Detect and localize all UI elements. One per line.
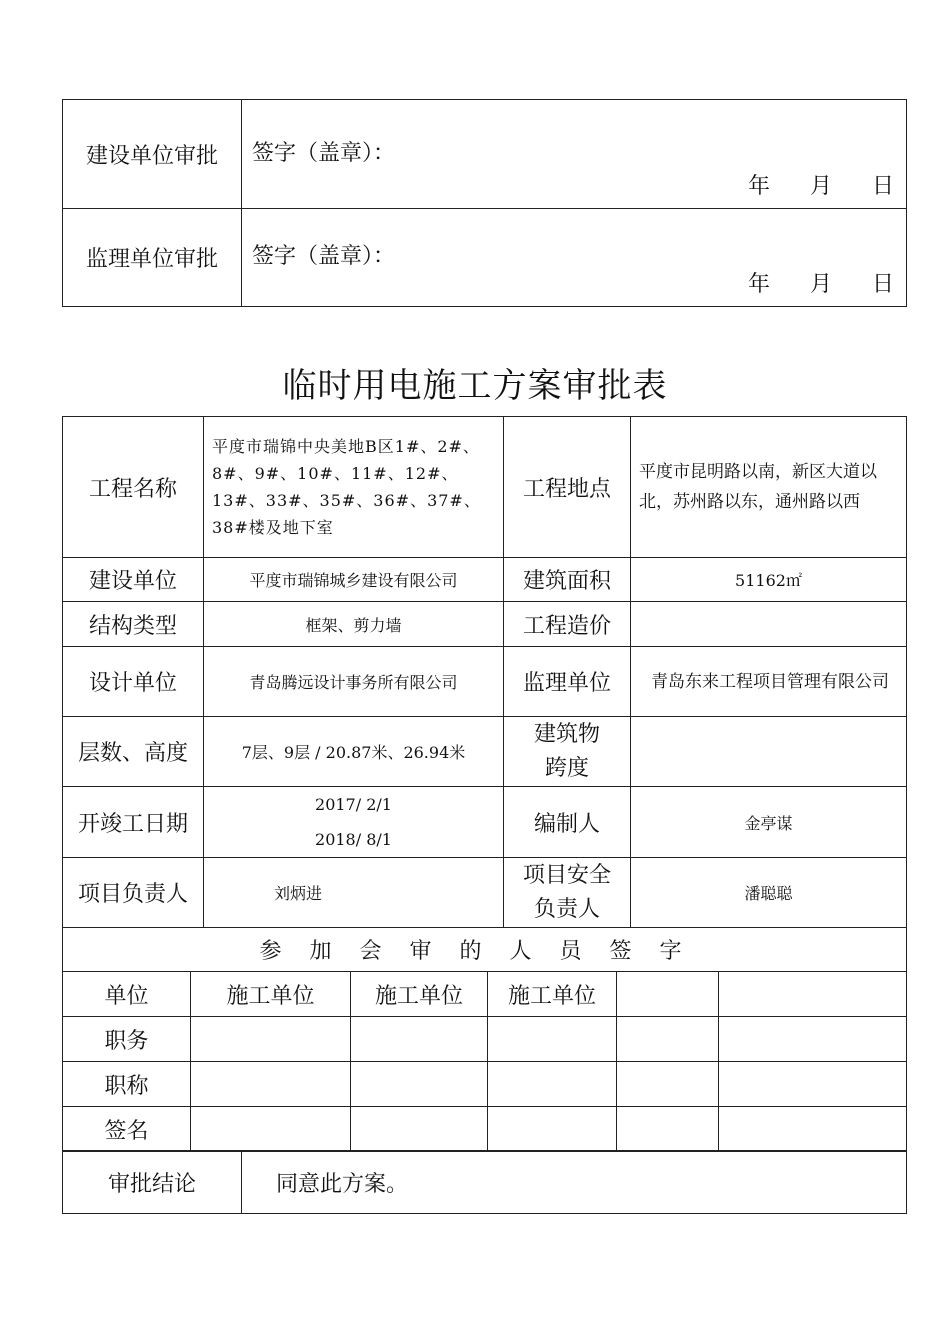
month-label: 月 bbox=[809, 174, 832, 199]
signature-cell bbox=[719, 1107, 907, 1152]
conclusion-text: 同意此方案。 bbox=[242, 1151, 907, 1214]
signature-cell bbox=[191, 1107, 351, 1152]
project-name-label: 工程名称 bbox=[63, 417, 204, 558]
span-value bbox=[631, 717, 907, 787]
signature-label: 签字（盖章）： bbox=[252, 141, 396, 166]
area-value: 51162㎡ bbox=[631, 558, 907, 602]
unit-row-label: 单位 bbox=[63, 972, 191, 1017]
position-cell bbox=[488, 1017, 617, 1062]
position-cell bbox=[351, 1017, 488, 1062]
title-cell bbox=[617, 1062, 719, 1107]
year-label: 年 bbox=[747, 174, 770, 199]
position-row-label: 职务 bbox=[63, 1017, 191, 1062]
date-line bbox=[748, 267, 894, 298]
supervisor-label: 监理单位 bbox=[504, 647, 631, 717]
end-date: 2018/ 8/1 bbox=[315, 830, 392, 849]
floors-value: 7层、9层 / 20.87米、26.94米 bbox=[204, 717, 504, 787]
start-date: 2017/ 2/1 bbox=[315, 795, 392, 814]
signature-cell bbox=[617, 1107, 719, 1152]
title-row-label: 职称 bbox=[63, 1062, 191, 1107]
unit-cell bbox=[617, 972, 719, 1017]
conclusion-table bbox=[62, 1150, 907, 1214]
author-label: 编制人 bbox=[504, 787, 631, 858]
day-label: 日 bbox=[871, 272, 894, 297]
manager-label: 项目负责人 bbox=[63, 858, 204, 928]
safety-value: 潘聪聪 bbox=[631, 858, 907, 928]
supervisor-approval-signature bbox=[242, 209, 907, 307]
cost-label: 工程造价 bbox=[504, 602, 631, 647]
title-cell bbox=[719, 1062, 907, 1107]
span-label: 建筑物跨度 bbox=[504, 717, 631, 787]
signature-cell bbox=[488, 1107, 617, 1152]
structure-label: 结构类型 bbox=[63, 602, 204, 647]
cost-value bbox=[631, 602, 907, 647]
project-name-value: 平度市瑞锦中央美地B区1#、2#、8#、9#、10#、11#、12#、13#、33#、35#、36#、37#、38#楼及地下室 bbox=[204, 417, 504, 558]
day-label: 日 bbox=[871, 174, 894, 199]
position-cell bbox=[719, 1017, 907, 1062]
review-heading: 参加会审的人员签字 bbox=[63, 928, 907, 972]
structure-value: 框架、剪力墙 bbox=[204, 602, 504, 647]
position-cell bbox=[191, 1017, 351, 1062]
author-value: 金亭谋 bbox=[631, 787, 907, 858]
position-cell bbox=[617, 1017, 719, 1062]
project-info-table bbox=[62, 416, 907, 928]
dates-label: 开竣工日期 bbox=[63, 787, 204, 858]
designer-label: 设计单位 bbox=[63, 647, 204, 717]
unit-cell: 施工单位 bbox=[191, 972, 351, 1017]
owner-approval-signature bbox=[242, 100, 907, 209]
date-line bbox=[748, 169, 894, 200]
approval-table bbox=[62, 99, 907, 307]
floors-label: 层数、高度 bbox=[63, 717, 204, 787]
supervisor-value: 青岛东来工程项目管理有限公司 bbox=[631, 647, 907, 717]
project-location-label: 工程地点 bbox=[504, 417, 631, 558]
safety-label: 项目安全负责人 bbox=[504, 858, 631, 928]
page-title: 临时用电施工方案审批表 bbox=[282, 366, 668, 406]
review-table bbox=[62, 927, 907, 1152]
manager-value: 刘炳进 bbox=[204, 858, 504, 928]
conclusion-label: 审批结论 bbox=[63, 1151, 242, 1214]
designer-value: 青岛腾远设计事务所有限公司 bbox=[204, 647, 504, 717]
title-cell bbox=[191, 1062, 351, 1107]
project-location-value: 平度市昆明路以南，新区大道以北，苏州路以东，通州路以西 bbox=[631, 417, 907, 558]
signature-row-label: 签名 bbox=[63, 1107, 191, 1152]
year-label: 年 bbox=[747, 272, 770, 297]
owner-value: 平度市瑞锦城乡建设有限公司 bbox=[204, 558, 504, 602]
supervisor-approval-label: 监理单位审批 bbox=[63, 209, 242, 307]
signature-cell bbox=[351, 1107, 488, 1152]
signature-label: 签字（盖章）： bbox=[252, 244, 396, 269]
title-cell bbox=[488, 1062, 617, 1107]
unit-cell: 施工单位 bbox=[351, 972, 488, 1017]
owner-approval-label: 建设单位审批 bbox=[63, 100, 242, 209]
area-label: 建筑面积 bbox=[504, 558, 631, 602]
unit-cell bbox=[719, 972, 907, 1017]
month-label: 月 bbox=[809, 272, 832, 297]
unit-cell: 施工单位 bbox=[488, 972, 617, 1017]
owner-label: 建设单位 bbox=[63, 558, 204, 602]
dates-value bbox=[204, 787, 504, 858]
title-cell bbox=[351, 1062, 488, 1107]
